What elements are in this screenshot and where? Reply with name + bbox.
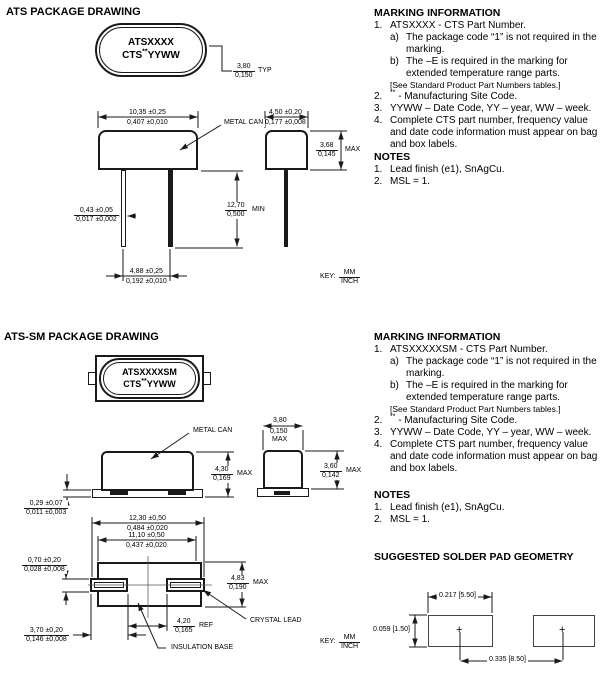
marking-item: 4. Complete CTS part number, frequency value and date code information must appear on bag and box labels. xyxy=(374,439,598,474)
notes-item: 2. MSL = 1. xyxy=(374,514,430,525)
ats-can-marking-line2: CTS**YYWW xyxy=(122,48,180,61)
marking-item: 1. ATSXXXXXSM - CTS Part Number. xyxy=(374,344,548,355)
atssm-section-title: ATS-SM PACKAGE DRAWING xyxy=(4,331,159,343)
ats-lead-left xyxy=(121,170,126,247)
marking-heading: MARKING INFORMATION xyxy=(374,7,501,19)
atssm-front-view-can xyxy=(101,451,194,491)
dim-suffix-ref: REF xyxy=(199,622,213,629)
dim-suffix-min: MIN xyxy=(252,206,265,213)
dim-solder-pad-pitch: 0.335 [8.50] xyxy=(489,656,526,663)
marking-item: 4. Complete CTS part number, frequency value and date code information must appear on bag and box labels. xyxy=(374,115,598,150)
ats-side-view-can xyxy=(265,130,308,170)
ats-can-marking-line1: ATSXXXX xyxy=(128,37,174,48)
dim-suffix-typ: TYP xyxy=(258,67,272,74)
dim-suffix-max: MAX xyxy=(253,579,269,586)
atssm-side-pad xyxy=(274,491,290,495)
marking-subitem: b) The –E is required in the marking for extended temperature range parts. xyxy=(390,380,568,403)
atssm-top-view-oval xyxy=(99,358,200,399)
atssm-side-view-can xyxy=(263,450,303,489)
marking-subitem: b) The –E is required in the marking for extended temperature range parts. xyxy=(390,56,568,79)
dim-ats-thickness: $\frac{3,80}{0,150}$ xyxy=(235,63,253,79)
notes-heading: NOTES xyxy=(374,151,411,163)
dim-suffix-max: MAX xyxy=(346,467,362,474)
marking-item: 3. YYWW – Date Code, YY – year, WW – week. xyxy=(374,427,592,438)
ats-key-units: MM INCH xyxy=(341,269,359,285)
insulation-base-label: INSULATION BASE xyxy=(171,644,234,651)
ats-metal-can-label: METAL CAN xyxy=(224,119,264,126)
ats-section-title: ATS PACKAGE DRAWING xyxy=(6,6,141,18)
atssm-key-label: KEY: xyxy=(320,638,336,645)
marking-subitem: a) The package code “1” is not required in the marking. xyxy=(390,32,597,55)
ats-lead-right xyxy=(168,170,173,247)
dim-ats-lead-diameter: $\frac{0,43 \pm 0,05}{0,017 \pm 0,002}$ xyxy=(76,207,117,223)
dim-atssm-body-length: 12,30 ±0,50 0,484 ±0,020 xyxy=(127,515,168,532)
dim-ats-body-width: 10,35 ±0,25 0,407 ±0,010 xyxy=(127,109,168,126)
dim-atssm-height: $\frac{4,30}{0,169}$ xyxy=(213,466,231,482)
dim-atssm-side-height: $\frac{3,60}{0,142}$ xyxy=(322,463,340,479)
atssm-can-marking-line1: ATSXXXXSM xyxy=(122,367,177,377)
dim-atssm-base-thickness: $\frac{0,29 \pm 0,07}{0,011 \pm 0,003}$ xyxy=(26,500,67,516)
dim-atssm-lead-gap: $\frac{4,20}{0,165}$ xyxy=(175,618,193,634)
marking-item: 2. ** - Manufacturing Site Code. xyxy=(374,413,518,426)
atssm-key-units: MM INCH xyxy=(341,634,359,650)
crystal-lead-leader xyxy=(203,590,246,619)
atssm-front-pad-left xyxy=(110,491,128,495)
insulation-base-leader xyxy=(138,603,166,648)
ats-marking-information xyxy=(374,7,601,151)
marking-see-note: [See Standard Product Part Numbers tables.] xyxy=(390,80,561,90)
site-code-stars: ** xyxy=(390,413,396,421)
marking-subitem: a) The package code “1” is not required in the marking. xyxy=(390,356,597,379)
atssm-notes xyxy=(374,489,601,526)
dim-atssm-body-width: $\frac{4,83}{0,190}$ xyxy=(229,575,247,591)
atssm-metal-can-label: METAL CAN xyxy=(193,427,233,434)
dim-atssm-side-width-mm: 3,80 xyxy=(273,417,287,424)
dim-ats-lead-length: $\frac{12,70}{0,500}$ xyxy=(227,202,245,218)
ats-front-view-can xyxy=(98,130,198,170)
marking-item: 3. YYWW – Date Code, YY – year, WW – week. xyxy=(374,103,592,114)
notes-item: 1. Lead finish (e1), SnAgCu. xyxy=(374,502,505,513)
site-code-stars: ** xyxy=(141,378,147,385)
dim-suffix-max: MAX xyxy=(272,436,288,443)
dim-atssm-side-width-in: 0,150 xyxy=(270,428,288,435)
dim-ats-side-height: $\frac{3,68}{0,145}$ xyxy=(318,142,336,158)
dim-atssm-pad-width: $\frac{0,70 \pm 0,20}{0,028 \pm 0,008}$ xyxy=(24,557,65,573)
atssm-bottom-pad-left xyxy=(90,578,128,592)
marking-see-note: [See Standard Product Part Numbers tables.] xyxy=(390,404,561,414)
solder-pad-left-center-mark: + xyxy=(456,624,463,636)
dim-solder-pad-width: 0.217 [5.50] xyxy=(439,592,476,599)
crystal-lead-label: CRYSTAL LEAD xyxy=(250,617,302,624)
notes-item: 2. MSL = 1. xyxy=(374,176,430,187)
site-code-stars: ** xyxy=(142,48,148,56)
pad-inner-line xyxy=(94,582,124,588)
dim-ats-lead-spacing: 4,88 ±0,25 0,192 ±0,010 xyxy=(126,268,167,285)
marking-item: 1. ATSXXXX - CTS Part Number. xyxy=(374,20,526,31)
notes-heading: NOTES xyxy=(374,489,411,501)
ats-notes xyxy=(374,151,601,188)
solder-pad-right-center-mark: + xyxy=(559,624,566,636)
solder-pad-heading: SUGGESTED SOLDER PAD GEOMETRY xyxy=(374,551,574,563)
marking-heading: MARKING INFORMATION xyxy=(374,331,501,343)
dim-solder-pad-height: 0.059 [1.50] xyxy=(373,626,410,633)
ats-key-label: KEY: xyxy=(320,273,336,280)
atssm-front-pad-right xyxy=(168,491,186,495)
site-code-stars: ** xyxy=(390,89,396,97)
dim-atssm-pad-length: $\frac{3,70 \pm 0,20}{0,146 \pm 0,008}$ xyxy=(26,627,67,643)
atssm-bottom-pad-right xyxy=(166,578,205,592)
atssm-marking-information xyxy=(374,331,601,475)
atssm-can-marking-line2: CTS**YYWW xyxy=(123,378,176,389)
notes-item: 1. Lead finish (e1), SnAgCu. xyxy=(374,164,505,175)
ats-side-lead xyxy=(284,170,288,247)
pad-inner-line xyxy=(170,582,201,588)
dim-suffix-max: MAX xyxy=(237,470,253,477)
ats-top-view-oval xyxy=(95,23,207,77)
marking-item: 2. ** - Manufacturing Site Code. xyxy=(374,89,518,102)
dim-atssm-lead-span: 11,10 ±0,50 0,437 ±0,020 xyxy=(126,532,167,549)
dim-suffix-max: MAX xyxy=(345,146,361,153)
dim-ats-side-width: 4,50 ±0,20 0,177 ±0,008 xyxy=(265,109,306,126)
